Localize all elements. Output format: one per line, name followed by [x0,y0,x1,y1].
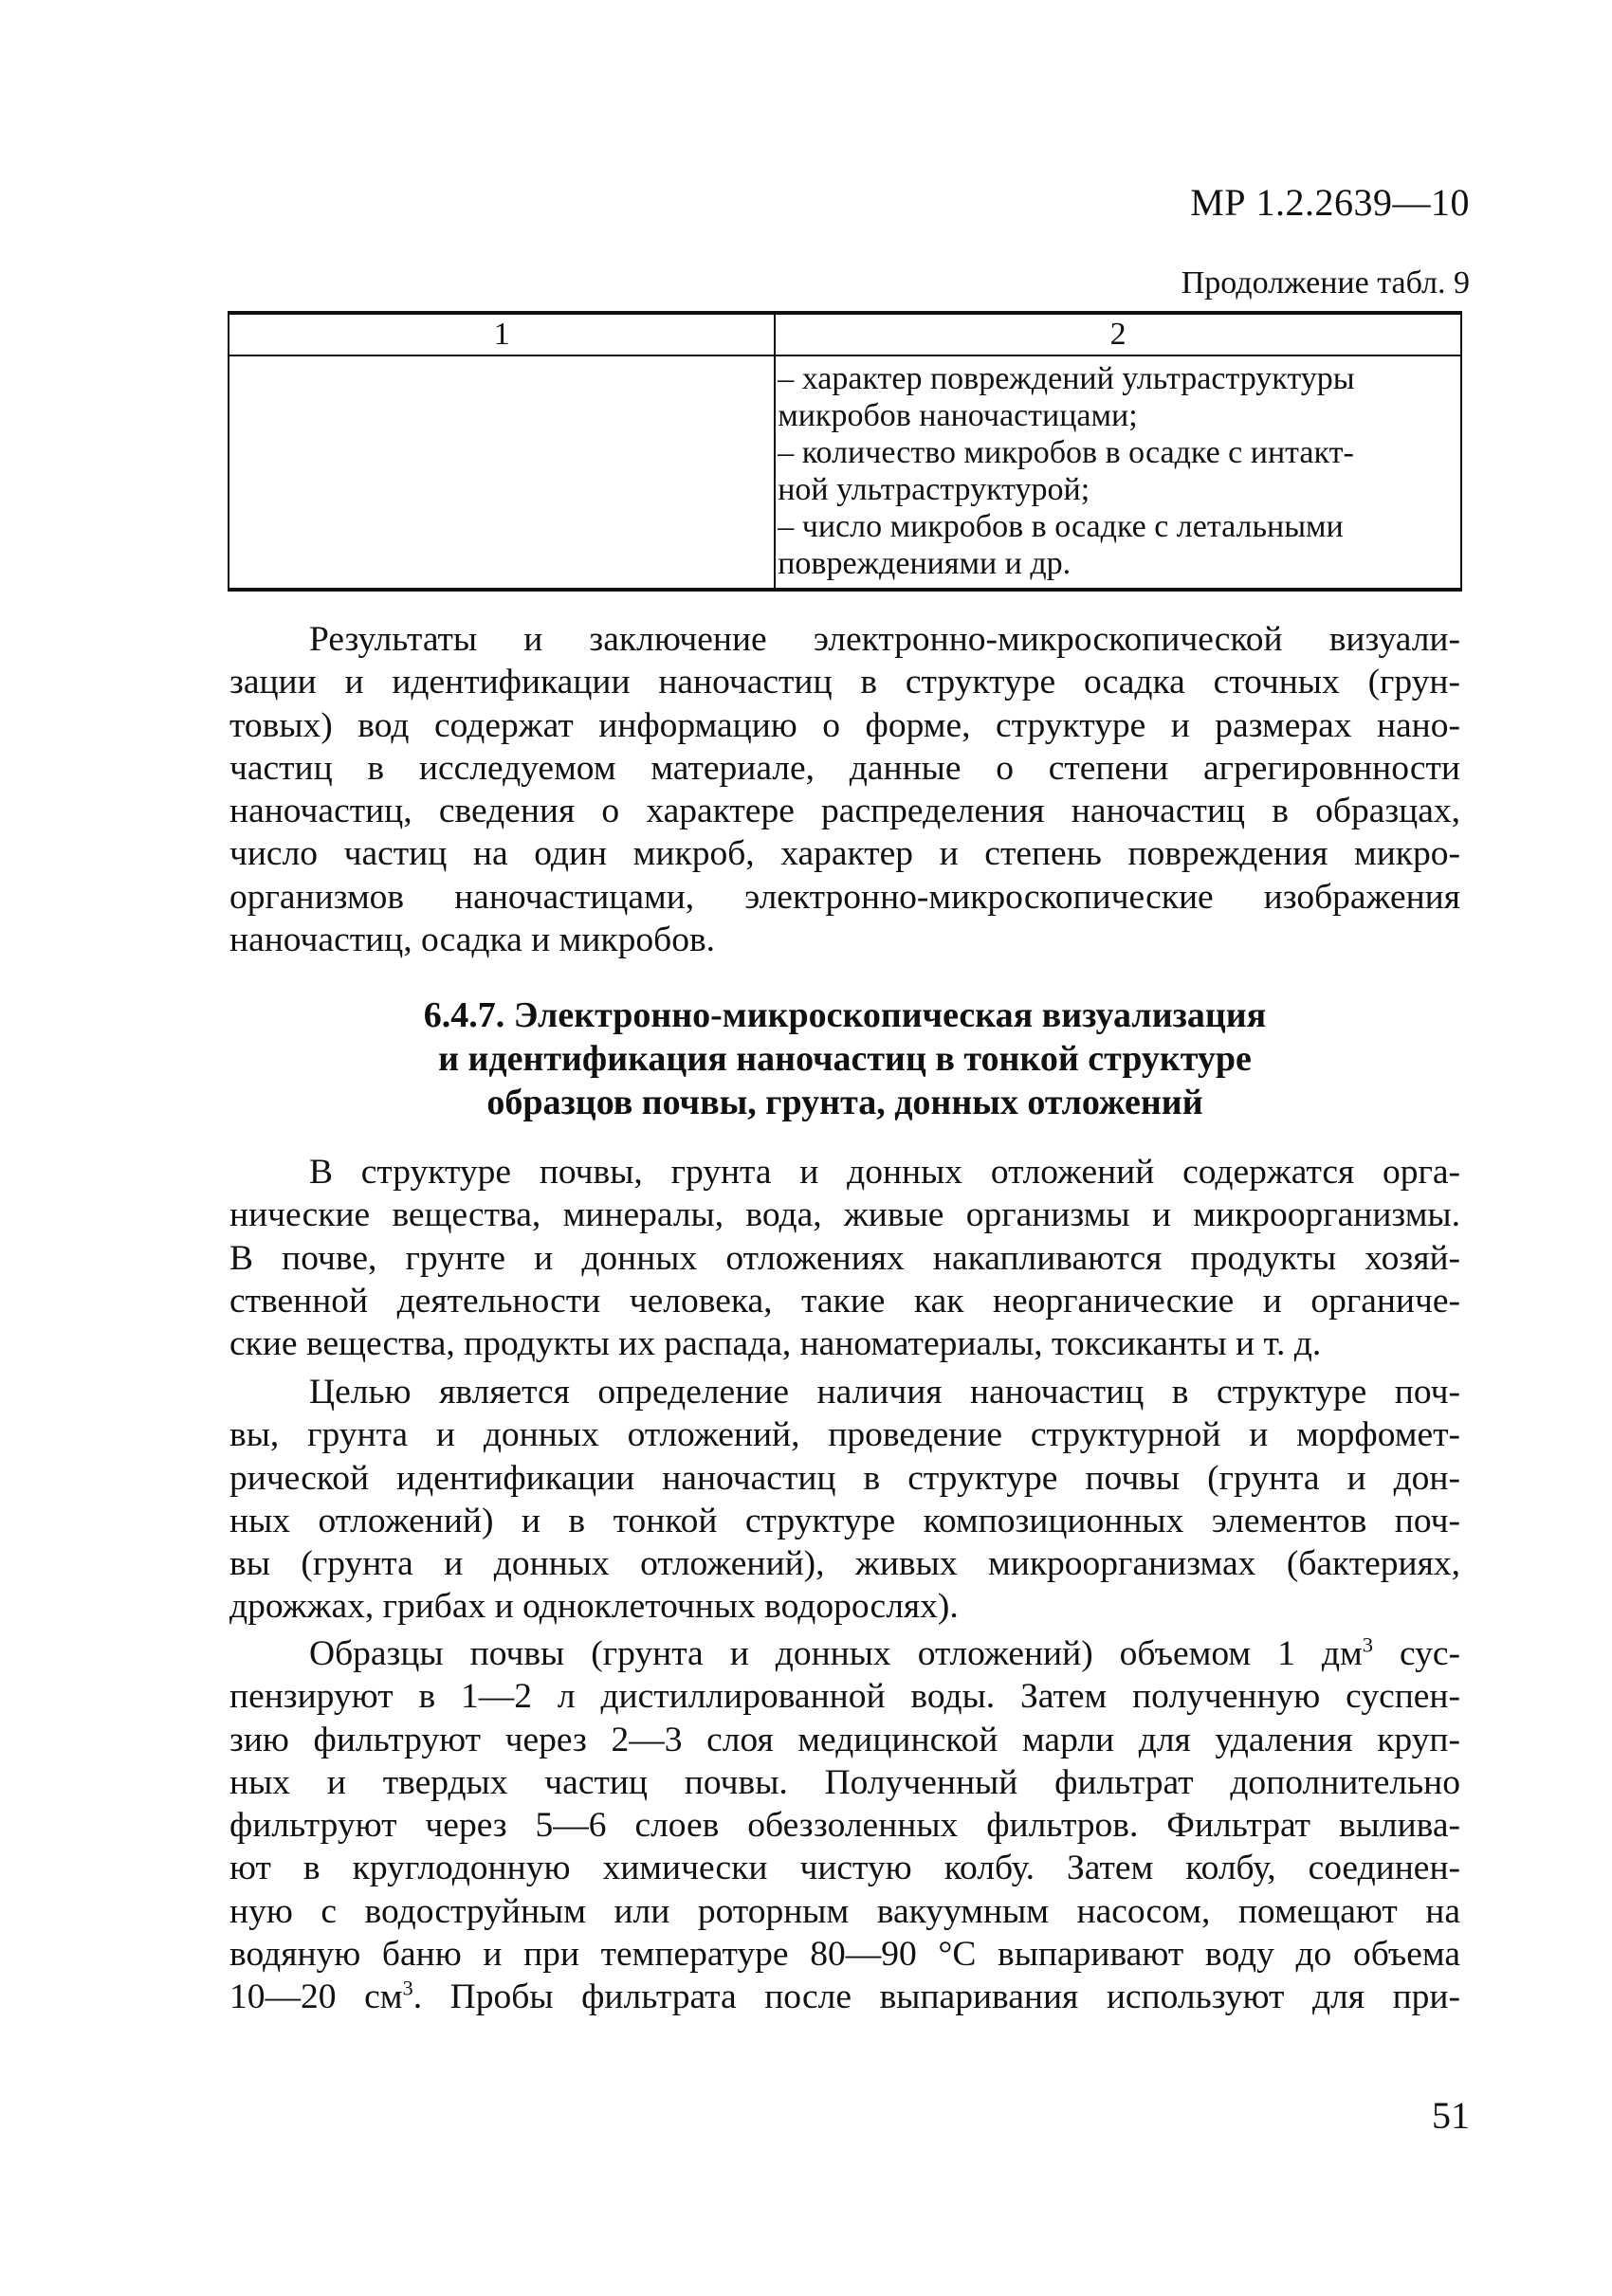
table-cell-col-1 [229,355,775,590]
text-line: наночастиц, сведения о характере распределения наночастиц в образцах, [229,792,1460,831]
text-line: товых) вод содержат информацию о форме, структуре и размерах нано- [229,705,1460,745]
text-line: Целью является определение наличия наночастиц в структуре поч- [309,1373,1460,1412]
text-line: рической идентификации наночастиц в структуре почвы (грунта и дон- [229,1458,1460,1498]
document-code: МР 1.2.2639—10 [1190,181,1470,224]
superscript: 3 [402,1976,413,2000]
text-fragment: 10—20 см [229,1977,403,2017]
heading-line: образцов почвы, грунта, донных отложений [486,1083,1203,1122]
table-cell-line: ной ультраструктурой; [778,472,1090,507]
paragraph-goal [229,1371,1460,1629]
text-line: ных и твердых частиц почвы. Полученный фильтрат дополнительно [229,1762,1460,1802]
table-header-row [229,313,1461,355]
paragraph-results [229,618,1460,961]
table-cell-line: – характер повреждений ультраструктуры [778,361,1355,396]
heading-line: 6.4.7. Электронно-микроскопическая визуализация [423,995,1267,1035]
table-cell-line: – число микробов в осадке с летальными [778,509,1344,544]
table-cell-col-2 [775,355,1461,590]
page-number: 51 [1432,2094,1470,2137]
table-cell-line: – количество микробов в осадке с интакт- [778,435,1354,470]
text-line: дрожжах, грибах и одноклеточных водорослях). [229,1587,959,1627]
text-line: фильтруют через 5—6 слоев обеззоленных фильтров. Фильтрат вылива- [229,1806,1460,1846]
text-line: частиц в исследуемом материале, данные о степени агрегировнности [229,748,1460,788]
text-line: В структуре почвы, грунта и донных отложений содержатся орга- [309,1153,1460,1192]
text-fragment: . Пробы фильтрата после выпаривания используют для при- [412,1977,1460,2017]
text-line: ют в круглодонную химически чистую колбу. Затем колбу, соединен- [229,1849,1460,1888]
superscript: 3 [1362,1632,1373,1657]
text-line: В почве, грунте и донных отложениях накапливаются продукты хозяй- [229,1238,1460,1278]
text-line: нические вещества, минералы, вода, живые организмы и микроорганизмы. [229,1195,1460,1235]
text-line: зации и идентификации наночастиц в структуре осадка сточных (грун- [229,663,1460,702]
text-line: наночастиц, осадка и микробов. [229,920,716,960]
text-fragment: Образцы почвы (грунта и донных отложений) объемом 1 дм [309,1634,1363,1673]
paragraph-samples [229,1632,1460,2019]
continuation-table [228,311,1462,592]
text-line: ственной деятельности человека, такие как неорганические и органиче- [229,1281,1460,1321]
text-line: число частиц на один микроб, характер и степень повреждения микро- [229,834,1460,874]
text-line: вы, грунта и донных отложений, проведение структурной и морфомет- [229,1415,1460,1455]
table-cell-line: повреждениями и др. [778,546,1072,581]
text-fragment: сус- [1372,1634,1460,1673]
text-line [229,1632,1460,1675]
table-row [229,355,1461,590]
text-line [229,1976,1460,2018]
text-line: водяную баню и при температуре 80—90 °С выпаривают воду до объема [229,1935,1460,1975]
paragraph-soil-structure [229,1151,1460,1365]
table-header-col-2: 2 [775,313,1461,355]
table-cell-line: микробов наночастицами; [778,398,1138,433]
text-line: зию фильтруют через 2—3 слоя медицинской марли для удаления круп- [229,1720,1460,1759]
text-line: ную с водоструйным или роторным вакуумным насосом, помещают на [229,1891,1460,1931]
table-caption: Продолжение табл. 9 [1181,265,1470,301]
table-header-col-1: 1 [229,313,775,355]
text-line: ных отложений) и в тонкой структуре композиционных элементов поч- [229,1501,1460,1540]
text-line: организмов наночастицами, электронно-микроскопические изображения [229,877,1460,917]
text-line: вы (грунта и донных отложений), живых микроорганизмах (бактериях, [229,1544,1460,1584]
section-heading [229,993,1460,1124]
heading-line: и идентификация наночастиц в тонкой структуре [438,1039,1252,1079]
text-line: пензируют в 1—2 л дистиллированной воды. Затем полученную суспен- [229,1677,1460,1717]
text-line: Результаты и заключение электронно-микроскопической визуали- [309,620,1460,659]
text-line: ские вещества, продукты их распада, наноматериалы, токсиканты и т. д. [229,1324,1322,1364]
